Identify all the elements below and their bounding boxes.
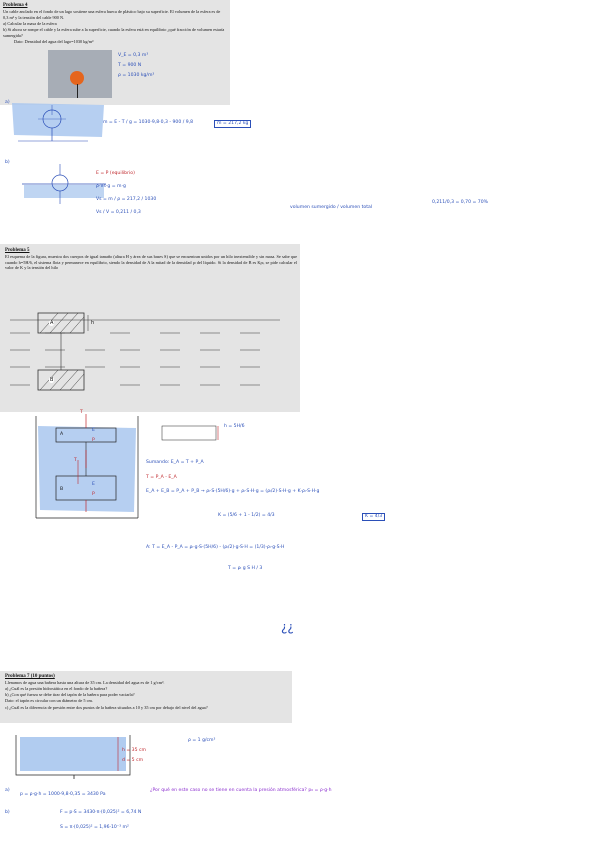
problem5-label-p-b: P — [92, 492, 95, 497]
problem5-figure-label-b: B — [50, 377, 54, 383]
problem5-line-3: E_A + E_B = P_A + P_B → ρₗ·S·(5H/6)·g + ρₗ·S·H·g = (ρₗ/2)·S·H·g + K·ρₗ·S·H·g — [146, 489, 320, 494]
problem4-statement: Un cable anclado en el fondo de un lago sostiene una esfera hueca de plástico bajo su superficie. El volumen de la esfera es de 0,3 m³ y la tensión del cable 900 N. — [3, 9, 221, 20]
problem7-part-b-label: b) — [5, 810, 10, 815]
problem4-part-b-line-1: E = P (equilibrio) — [96, 171, 135, 176]
problem4-part-b-result: 0,211/0,3 = 0,70 = 70% — [432, 200, 488, 205]
problem7-part-b2: S = π·(0,025)² = 1,96·10⁻³ m² — [60, 825, 129, 830]
problem4-note-tension: T = 900 N — [118, 63, 142, 68]
problem4-part-a-sketch — [8, 97, 108, 147]
problem5-figure-label-h: h — [91, 320, 95, 326]
problem4-cable — [77, 84, 78, 98]
problem7-part-a-label: a) — [5, 788, 10, 793]
problem5-label-a: A — [60, 432, 64, 437]
problem7-item-c: c) ¿Cuál es la diferencia de presión entre dos puntos de la bañera situados a 10 y 35 cm por debajo del nivel del agua? — [5, 705, 208, 710]
problem4-part-b-line-4: Vs / V = 0,211 / 0,3 — [96, 210, 141, 215]
problem5-line-6: T = ρₗ g S H / 3 — [228, 566, 263, 571]
problem4-part-b-sketch — [18, 158, 108, 208]
problem4-note-volume: V_E = 0,3 m³ — [118, 53, 149, 58]
problem5-line-4: K = (5/6 + 1 - 1/2) = 4/3 — [218, 513, 275, 518]
problem5-label-p-a: P — [92, 438, 95, 443]
problem5-label-t-mid: T — [74, 458, 77, 463]
problem5-side-block — [158, 420, 228, 444]
problem5-line-1: Sumando: E_A = T + P_A — [146, 460, 204, 465]
problem4-note-density: ρ = 1030 kg/m³ — [118, 73, 155, 78]
problem4-part-b-label: b) — [5, 160, 10, 165]
problem4-title: Problema 4 — [3, 3, 28, 8]
problem4-part-a-label: a) — [5, 100, 10, 105]
problem7-part-a-note: ¿Por qué en este caso no se tiene en cuenta la presión atmosférica? p₀ = ρ·g·h — [150, 788, 332, 793]
problem5-label-e-b: E — [92, 482, 95, 487]
problem7-part-b: F = p·S = 3430·π·(0,025)² = 6,74 N — [60, 810, 142, 815]
problem5-statement: El esquema de la figura, muestra dos cuerpos de igual tamaño (altura H y área de sus bases S) que se encuentran unidos por un hilo inextensible y sin masa. Se sabe que cuando h=5H/6, el sistema flota y permanece en equilibrio, siendo la densidad de A la mitad de la densidad ρₗ del líquido. Si la densidad de B es Kρₗ, se pide calcular el valor de K y la tensión del hilo — [5, 254, 297, 271]
problem5-figure-label-a: A — [50, 320, 54, 326]
problem7-bathtub-sketch — [14, 733, 134, 783]
problem4-item-b: b) Si ahora se rompe el cable y la esfera sube a la superficie, cuando la esfera está en equilibrio ¿qué fracción de volumen estaría sumergida? — [3, 27, 225, 38]
problem7-item-data: Dato: el tapón es circular con un diámetro de 5 cm. — [5, 698, 93, 703]
problem4-part-a-result: m = 217,2 kg — [214, 120, 251, 128]
problem5-label-t-top: T — [80, 410, 83, 415]
problem5-label-e-a: E — [92, 428, 95, 433]
problem5-line-5: A: T = E_A - P_A = ρₗ·g·S·(5H/6) - (ρₗ/2)·g·S·H = (1/3)·ρₗ·g·S·H — [146, 545, 285, 550]
problem5-line-2: T = P_A - E_A — [146, 475, 177, 480]
problem5-question-marks: ¿¿ — [281, 620, 294, 634]
problem5-answer-k: K = 4/3 — [362, 513, 385, 521]
problem5-solution-sketch — [34, 412, 144, 522]
problem7-item-a: a) ¿Cuál es la presión hidrostática en el fondo de la bañera? — [5, 686, 108, 691]
problem7-item-b: b) ¿Con qué fuerza se debe tirar del tapón de la bañera para poder vaciarla? — [5, 692, 135, 697]
problem4-part-b-line-3: Vs = m / ρ = 217,2 / 1030 — [96, 197, 157, 202]
problem5-side-note: h = 5H/6 — [224, 424, 245, 429]
problem4-sphere — [70, 71, 84, 85]
problem7-statement: Llenamos de agua una bañera hasta una altura de 35 cm. La densidad del agua es de 1 g/cm³. — [5, 680, 165, 685]
problem5-label-b: B — [60, 487, 64, 492]
problem7-title: Problema 7 (10 puntos) — [5, 674, 55, 679]
problem4-part-b-note: volumen sumergido / volumen total — [290, 205, 373, 210]
problem7-sketch-note-d: d = 5 cm — [122, 758, 144, 763]
problem4-part-b-line-2: ρ·Vs·g = m·g — [96, 184, 126, 189]
problem7-given: ρ = 1 g/cm³ — [188, 738, 216, 743]
problem7-part-a: p = ρ·g·h = 1000·9,8·0,35 = 3430 Pa — [20, 792, 106, 797]
problem4-item-a: a) Calcular la masa de la esfera — [3, 21, 57, 26]
problem5-title: Problema 5 — [5, 248, 30, 253]
problem4-data: Dato: Densidad del agua del lago=1030 kg/m³ — [14, 39, 94, 44]
problem4-part-a-equation: m = E - T / g = 1030·9,8·0,3 - 900 / 9,8 — [103, 120, 194, 125]
problem7-sketch-note-h: h = 35 cm — [122, 748, 146, 753]
